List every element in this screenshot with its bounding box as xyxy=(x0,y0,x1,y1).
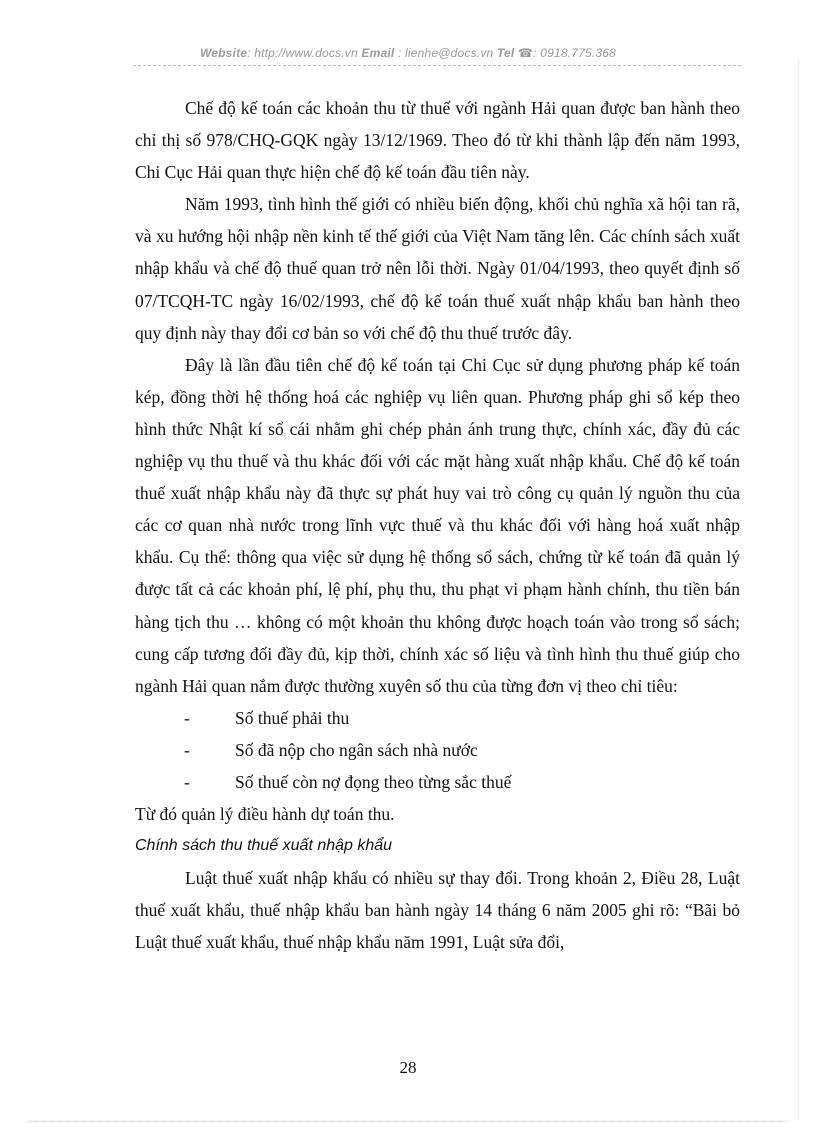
list-item-text: Số thuế phải thu xyxy=(235,707,350,728)
website-label: Website xyxy=(199,46,248,60)
bullet-dash: - xyxy=(184,739,190,760)
email-address: : lienhe@docs.vn xyxy=(394,46,497,60)
paragraph-4: Luật thuế xuất nhập khẩu có nhiều sự thay đổi. Trong khoản 2, Điều 28, Luật thuế xuất khẩu, thuế nhập khẩu ban hành ngày 14 tháng 6 năm 2005 ghi rõ: “Bãi bỏ Luật thuế xuất khẩu, thuế nhập khẩu năm 1991, Luật sửa đổi, xyxy=(135,868,740,953)
phone-icon: ☎ xyxy=(518,46,534,60)
paragraph-3: Đây là lần đầu tiên chế độ kế toán tại Chi Cục sử dụng phương pháp kế toán kép, đồng thời hệ thống hoá các nghiệp vụ liên quan. Phương pháp ghi sổ kép theo hình thức Nhật kí sổ cái nhằm ghi chép phản ánh trung thực, chính xác, đầy đủ các nghiệp vụ thu thuế và thu khác đối với các mặt hàng xuất nhập khẩu. Chế độ kế toán thuế xuất nhập khẩu này đã thực sự phát huy vai trò công cụ quản lý nguồn thu của các cơ quan nhà nước trong lĩnh vực thuế và thu khác đối với hàng hoá xuất nhập khẩu. Cụ thể: thông qua việc sử dụng hệ thống sổ sách, chứng từ kế toán đã quản lý được tất cả các khoản phí, lệ phí, phụ thu, thu phạt vi phạm hành chính, thu tiền bán hàng tịch thu … không có một khoản thu không được hoạch toán vào trong sổ sách; cung cấp tương đối đầy đủ, kịp thời, chính xác số liệu và tình hình thu thuế giúp cho ngành Hải quan nắm được thường xuyên số thu của từng đơn vị theo chỉ tiêu: xyxy=(135,354,740,696)
bullet-dash: - xyxy=(184,707,190,728)
page-body xyxy=(135,92,740,959)
list-item xyxy=(135,734,740,766)
website-url: : http://www.docs.vn xyxy=(247,46,362,60)
list-item xyxy=(135,702,740,734)
header-divider xyxy=(133,65,741,66)
tel-number: : 0918.775.368 xyxy=(533,46,617,60)
closing-line: Từ đó quản lý điều hành dự toán thu. xyxy=(135,804,395,825)
list-item-text: Số đã nộp cho ngân sách nhà nước xyxy=(235,739,478,760)
footer-divider xyxy=(28,1121,788,1122)
list-item-text: Số thuế còn nợ đọng theo từng sắc thuế xyxy=(235,771,512,792)
tel-label: Tel xyxy=(496,46,515,60)
section-subheading: Chính sách thu thuế xuất nhập khẩu xyxy=(135,837,393,855)
margin-guide xyxy=(798,60,799,1120)
paragraph-1: Chế độ kế toán các khoản thu từ thuế với ngành Hải quan được ban hành theo chỉ thị số 978/CHQ-GQK ngày 13/12/1969. Theo đó từ khi thành lập đến năm 1993, Chi Cục Hải quan thực hiện chế độ kế toán đầu tiên này. xyxy=(135,98,740,183)
page-header xyxy=(0,46,816,60)
paragraph-2: Năm 1993, tình hình thế giới có nhiều biến động, khối chủ nghĩa xã hội tan rã, và xu hướng hội nhập nền kinh tế thế giới của Việt Nam tăng lên. Các chính sách xuất nhập khẩu và chế độ thuế quan trở nên lỗi thời. Ngày 01/04/1993, theo quyết định số 07/TCQH-TC ngày 16/02/1993, chế độ kế toán thuế xuất nhập khẩu ban hành theo quy định này thay đổi cơ bản so với chế độ thu thuế trước đây. xyxy=(135,194,740,343)
email-label: Email xyxy=(361,46,395,60)
bullet-dash: - xyxy=(184,771,190,792)
list-item xyxy=(135,766,740,798)
page-number: 28 xyxy=(399,1058,417,1077)
